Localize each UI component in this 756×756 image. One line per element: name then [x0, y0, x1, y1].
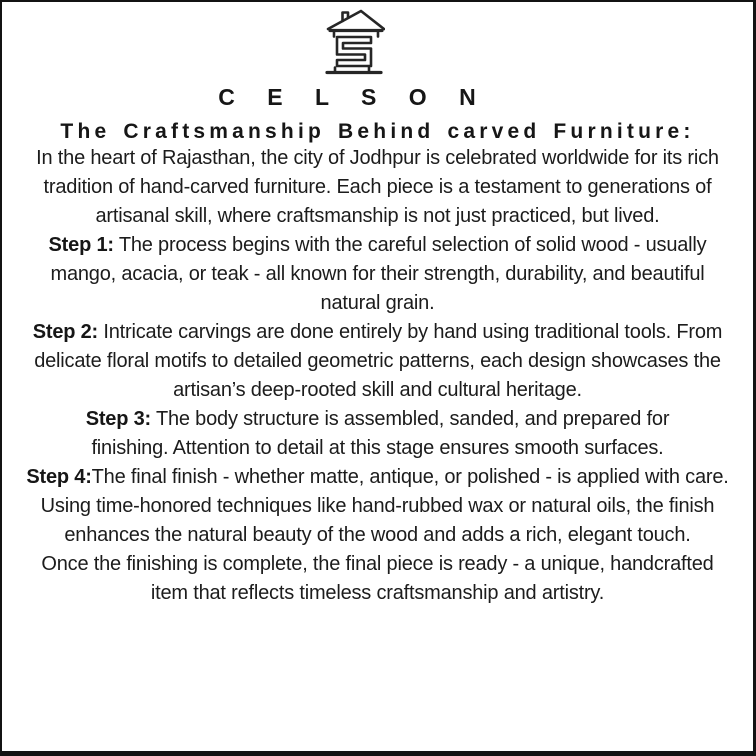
body-copy: [2, 144, 753, 608]
step-1-text: The process begins with the careful selection of solid wood - usually mango, acacia, or teak - all known for their strength, durability, and beautiful natural grain.: [50, 234, 707, 314]
step-2-text: Intricate carvings are done entirely by hand using traditional tools. From delicate floral motifs to detailed geometric patterns, each design showcases the artisan’s deep-rooted skill and cultural heritage.: [34, 321, 723, 401]
celson-house-logo-icon: [323, 8, 385, 80]
step-1-paragraph: [42, 231, 714, 318]
step-4-label: Step 4:: [26, 466, 92, 488]
step-3-text: The body structure is assembled, sanded, and prepared for finishing. Attention to detail at this stage ensures smooth surfaces.: [91, 408, 670, 459]
closing-text: Once the finishing is complete, the final piece is ready - a unique, handcrafted item that reflects timeless craftsmanship and artistry.: [41, 553, 714, 604]
brand-name: C E L S O N: [218, 84, 489, 110]
intro-paragraph: [22, 144, 734, 231]
logo-ground-ticks: [335, 68, 369, 72]
step-3-label: Step 3:: [85, 408, 151, 430]
step-4-text: The final finish - whether matte, antique, or polished - is applied with care. Using time-honored techniques like hand-rubbed wax or natural oils, the finish enhances the natural beauty of the wood and adds a rich, elegant touch.: [40, 466, 729, 546]
step-1-label: Step 1:: [48, 234, 114, 256]
step-2-label: Step 2:: [32, 321, 99, 343]
page-title: The Craftsmanship Behind carved Furniture:: [60, 120, 695, 143]
step-3-paragraph: [54, 405, 702, 463]
closing-paragraph: [28, 550, 728, 608]
intro-text: In the heart of Rajasthan, the city of Jodhpur is celebrated worldwide for its rich tradition of hand-carved furniture. Each piece is a testament to generations of artisanal skill, where craftsmanship is not just practiced, but lived.: [36, 147, 719, 227]
logo-roof: [328, 11, 384, 29]
step-4-paragraph: [20, 463, 736, 550]
logo-s-monogram: [337, 37, 371, 66]
brand-header: [0, 2, 729, 111]
step-2-paragraph: [20, 318, 736, 405]
